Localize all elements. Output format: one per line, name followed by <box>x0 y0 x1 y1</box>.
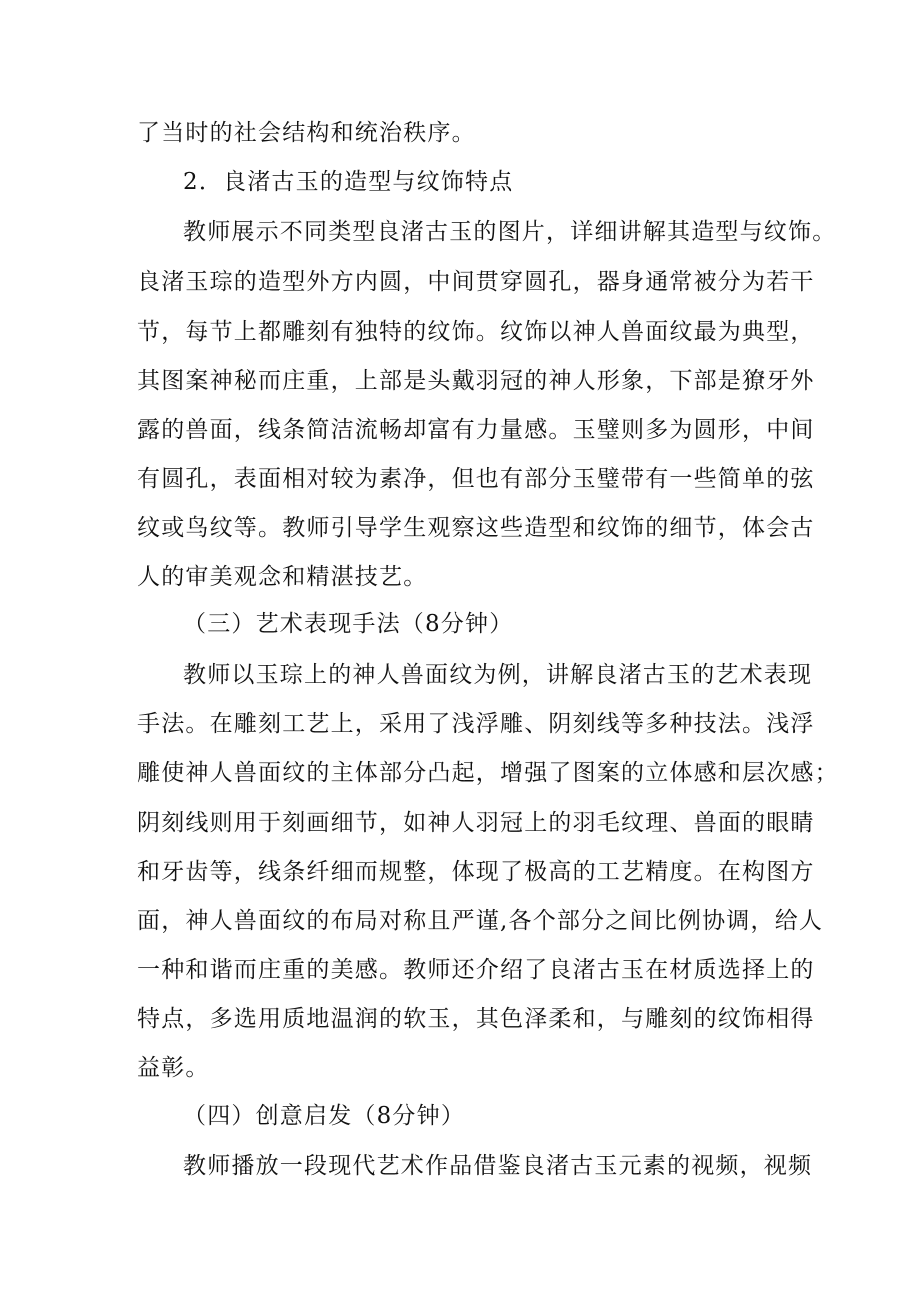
section-heading: 2．良渚古玉的造型与纹饰特点 <box>183 169 514 195</box>
paragraph-line: 节，每节上都雕刻有独特的纹饰。纹饰以神人兽面纹最为典型， <box>137 319 815 345</box>
section-heading: （三）艺术表现手法（8分钟） <box>183 611 514 637</box>
paragraph-line: 雕使神人兽面纹的主体部分凸起，增强了图案的立体感和层次感； <box>137 760 839 786</box>
paragraph-line: 纹或鸟纹等。教师引导学生观察这些造型和纹饰的细节，体会古 <box>137 515 815 541</box>
paragraph-line: 面，神人兽面纹的布局对称且严谨,各个部分之间比例协调，给人 <box>137 908 824 934</box>
paragraph-line: 益彰。 <box>137 1055 210 1081</box>
paragraph-line: 了当时的社会结构和统治秩序。 <box>137 120 476 146</box>
section-heading: （四）创意启发（8分钟） <box>183 1103 466 1129</box>
paragraph-line: 教师以玉琮上的神人兽面纹为例，讲解良渚古玉的艺术表现 <box>183 662 813 688</box>
paragraph-line: 教师展示不同类型良渚古玉的图片，详细讲解其造型与纹饰。 <box>183 219 837 245</box>
paragraph-line: 手法。在雕刻工艺上，采用了浅浮雕、阴刻线等多种技法。浅浮 <box>137 711 815 737</box>
paragraph-line: 特点，多选用质地温润的软玉，其色泽柔和，与雕刻的纹饰相得 <box>137 1006 815 1032</box>
paragraph-line: 阴刻线则用于刻画细节，如神人羽冠上的羽毛纹理、兽面的眼睛 <box>137 810 815 836</box>
paragraph-line: 露的兽面，线条简洁流畅却富有力量感。玉璧则多为圆形，中间 <box>137 417 815 443</box>
paragraph-line: 其图案神秘而庄重，上部是头戴羽冠的神人形象，下部是獠牙外 <box>137 368 815 394</box>
paragraph-line: 人的审美观念和精湛技艺。 <box>137 564 428 590</box>
paragraph-line: 一种和谐而庄重的美感。教师还介绍了良渚古玉在材质选择上的 <box>137 957 815 983</box>
paragraph-line: 教师播放一段现代艺术作品借鉴良渚古玉元素的视频，视频 <box>183 1153 813 1179</box>
paragraph-line: 和牙齿等，线条纤细而规整，体现了极高的工艺精度。在构图方 <box>137 859 815 885</box>
paragraph-line: 有圆孔，表面相对较为素净，但也有部分玉璧带有一些简单的弦 <box>137 466 815 492</box>
paragraph-line: 良渚玉琮的造型外方内圆，中间贯穿圆孔，器身通常被分为若干 <box>137 269 815 295</box>
